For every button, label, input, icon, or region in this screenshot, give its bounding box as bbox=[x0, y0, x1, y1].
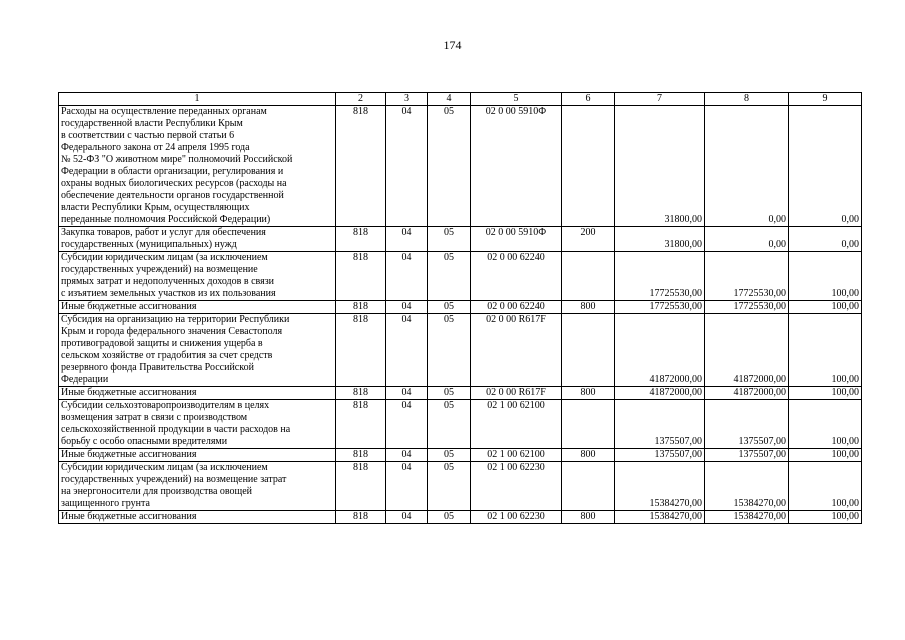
expense-type-code bbox=[562, 462, 615, 511]
target-article-code: 02 1 00 62230 bbox=[471, 462, 562, 511]
target-article-code: 02 0 00 5910Ф bbox=[471, 227, 562, 252]
row-description bbox=[59, 301, 336, 314]
description-line: борьбу с особо опасными вредителями bbox=[61, 436, 228, 447]
ministry-code: 818 bbox=[336, 449, 386, 462]
column-header: 8 bbox=[705, 93, 789, 106]
executed-amount: 15384270,00 bbox=[705, 462, 789, 511]
execution-percent: 100,00 bbox=[789, 314, 862, 387]
ministry-code: 818 bbox=[336, 227, 386, 252]
expense-type-code: 800 bbox=[562, 449, 615, 462]
ministry-code: 818 bbox=[336, 301, 386, 314]
target-article-code: 02 0 00 5910Ф bbox=[471, 106, 562, 227]
planned-amount: 15384270,00 bbox=[615, 511, 705, 524]
subsection-code: 05 bbox=[428, 511, 471, 524]
target-article-code: 02 0 00 R617F bbox=[471, 387, 562, 400]
ministry-code: 818 bbox=[336, 314, 386, 387]
table-row bbox=[59, 449, 862, 462]
description-line: с изъятием земельных участков из их пользования bbox=[61, 288, 276, 299]
column-header: 2 bbox=[336, 93, 386, 106]
executed-amount: 1375507,00 bbox=[705, 400, 789, 449]
section-code: 04 bbox=[386, 301, 428, 314]
description-line: № 52-ФЗ "О животном мире" полномочий Российской bbox=[61, 154, 293, 165]
subsection-code: 05 bbox=[428, 462, 471, 511]
description-line: Федерации bbox=[61, 374, 109, 385]
section-code: 04 bbox=[386, 314, 428, 387]
planned-amount: 17725530,00 bbox=[615, 252, 705, 301]
execution-percent: 100,00 bbox=[789, 511, 862, 524]
expense-type-code bbox=[562, 400, 615, 449]
description-line: Иные бюджетные ассигнования bbox=[61, 449, 197, 460]
description-line: Закупка товаров, работ и услуг для обеспечения bbox=[61, 227, 266, 238]
description-line: Субсидии юридическим лицам (за исключением bbox=[61, 462, 268, 473]
execution-percent: 0,00 bbox=[789, 106, 862, 227]
subsection-code: 05 bbox=[428, 387, 471, 400]
description-line: Расходы на осуществление переданных органам bbox=[61, 106, 267, 117]
section-code: 04 bbox=[386, 511, 428, 524]
execution-percent: 100,00 bbox=[789, 400, 862, 449]
target-article-code: 02 0 00 62240 bbox=[471, 301, 562, 314]
executed-amount: 0,00 bbox=[705, 106, 789, 227]
description-line: Субсидии юридическим лицам (за исключением bbox=[61, 252, 268, 263]
description-line: защищенного грунта bbox=[61, 498, 150, 509]
subsection-code: 05 bbox=[428, 227, 471, 252]
execution-percent: 100,00 bbox=[789, 449, 862, 462]
table-row bbox=[59, 227, 862, 252]
row-description bbox=[59, 252, 336, 301]
target-article-code: 02 0 00 62240 bbox=[471, 252, 562, 301]
executed-amount: 15384270,00 bbox=[705, 511, 789, 524]
description-line: в соответствии с частью первой статьи 6 bbox=[61, 130, 235, 141]
subsection-code: 05 bbox=[428, 301, 471, 314]
row-description bbox=[59, 106, 336, 227]
target-article-code: 02 1 00 62100 bbox=[471, 449, 562, 462]
executed-amount: 0,00 bbox=[705, 227, 789, 252]
description-line: Субсидии сельхозтоваропроизводителям в целях bbox=[61, 400, 270, 411]
description-line: Иные бюджетные ассигнования bbox=[61, 387, 197, 398]
table-row bbox=[59, 387, 862, 400]
execution-percent: 100,00 bbox=[789, 252, 862, 301]
description-line: Иные бюджетные ассигнования bbox=[61, 301, 197, 312]
executed-amount: 17725530,00 bbox=[705, 252, 789, 301]
row-description bbox=[59, 314, 336, 387]
planned-amount: 17725530,00 bbox=[615, 301, 705, 314]
description-line: на энергоносители для производства овощей bbox=[61, 486, 253, 497]
planned-amount: 41872000,00 bbox=[615, 314, 705, 387]
table-row bbox=[59, 511, 862, 524]
subsection-code: 05 bbox=[428, 106, 471, 227]
executed-amount: 1375507,00 bbox=[705, 449, 789, 462]
execution-percent: 0,00 bbox=[789, 227, 862, 252]
ministry-code: 818 bbox=[336, 252, 386, 301]
row-description bbox=[59, 387, 336, 400]
planned-amount: 1375507,00 bbox=[615, 400, 705, 449]
description-line: прямых затрат и недополученных доходов в связи bbox=[61, 276, 274, 287]
subsection-code: 05 bbox=[428, 252, 471, 301]
row-description bbox=[59, 400, 336, 449]
column-header: 1 bbox=[59, 93, 336, 106]
table-row bbox=[59, 301, 862, 314]
description-line: сельском хозяйстве от градобития за счет средств bbox=[61, 350, 273, 361]
expense-type-code bbox=[562, 314, 615, 387]
expense-type-code bbox=[562, 252, 615, 301]
section-code: 04 bbox=[386, 227, 428, 252]
table-row bbox=[59, 314, 862, 387]
expense-type-code: 800 bbox=[562, 387, 615, 400]
row-description bbox=[59, 227, 336, 252]
description-line: переданные полномочия Российской Федерации) bbox=[61, 214, 271, 225]
table-header-row bbox=[59, 93, 862, 106]
expense-type-code bbox=[562, 106, 615, 227]
column-header: 3 bbox=[386, 93, 428, 106]
description-line: резервного фонда Правительства Российской bbox=[61, 362, 254, 373]
description-line: Крым и города федерального значения Севастополя bbox=[61, 326, 283, 337]
section-code: 04 bbox=[386, 252, 428, 301]
planned-amount: 41872000,00 bbox=[615, 387, 705, 400]
ministry-code: 818 bbox=[336, 511, 386, 524]
executed-amount: 17725530,00 bbox=[705, 301, 789, 314]
description-line: Иные бюджетные ассигнования bbox=[61, 511, 197, 522]
row-description bbox=[59, 511, 336, 524]
expense-type-code: 800 bbox=[562, 511, 615, 524]
section-code: 04 bbox=[386, 400, 428, 449]
budget-table bbox=[58, 92, 862, 524]
executed-amount: 41872000,00 bbox=[705, 387, 789, 400]
description-line: возмещения затрат в связи с производством bbox=[61, 412, 248, 423]
section-code: 04 bbox=[386, 462, 428, 511]
executed-amount: 41872000,00 bbox=[705, 314, 789, 387]
planned-amount: 1375507,00 bbox=[615, 449, 705, 462]
column-header: 5 bbox=[471, 93, 562, 106]
row-description bbox=[59, 462, 336, 511]
row-description bbox=[59, 449, 336, 462]
description-line: государственных учреждений) на возмещение bbox=[61, 264, 258, 275]
description-line: государственных (муниципальных) нужд bbox=[61, 239, 237, 250]
page-number: 174 bbox=[443, 38, 462, 52]
execution-percent: 100,00 bbox=[789, 462, 862, 511]
planned-amount: 15384270,00 bbox=[615, 462, 705, 511]
column-header: 6 bbox=[562, 93, 615, 106]
subsection-code: 05 bbox=[428, 400, 471, 449]
description-line: охраны водных биологических ресурсов (расходы на bbox=[61, 178, 287, 189]
expense-type-code: 800 bbox=[562, 301, 615, 314]
section-code: 04 bbox=[386, 387, 428, 400]
column-header: 7 bbox=[615, 93, 705, 106]
table-row bbox=[59, 106, 862, 227]
description-line: Федерального закона от 24 апреля 1995 года bbox=[61, 142, 250, 153]
table-row bbox=[59, 462, 862, 511]
subsection-code: 05 bbox=[428, 449, 471, 462]
ministry-code: 818 bbox=[336, 400, 386, 449]
target-article-code: 02 1 00 62230 bbox=[471, 511, 562, 524]
planned-amount: 31800,00 bbox=[615, 227, 705, 252]
ministry-code: 818 bbox=[336, 106, 386, 227]
description-line: Субсидия на организацию на территории Республики bbox=[61, 314, 290, 325]
expense-type-code: 200 bbox=[562, 227, 615, 252]
ministry-code: 818 bbox=[336, 462, 386, 511]
description-line: государственной власти Республики Крым bbox=[61, 118, 243, 129]
target-article-code: 02 0 00 R617F bbox=[471, 314, 562, 387]
description-line: власти Республики Крым, осуществляющих bbox=[61, 202, 250, 213]
description-line: обеспечение деятельности органов государственной bbox=[61, 190, 284, 201]
column-header: 9 bbox=[789, 93, 862, 106]
execution-percent: 100,00 bbox=[789, 387, 862, 400]
section-code: 04 bbox=[386, 449, 428, 462]
target-article-code: 02 1 00 62100 bbox=[471, 400, 562, 449]
planned-amount: 31800,00 bbox=[615, 106, 705, 227]
description-line: сельскохозяйственной продукции в части расходов на bbox=[61, 424, 291, 435]
description-line: Федерации в области организации, регулирования и bbox=[61, 166, 284, 177]
execution-percent: 100,00 bbox=[789, 301, 862, 314]
description-line: государственных учреждений) на возмещение затрат bbox=[61, 474, 287, 485]
table-row bbox=[59, 400, 862, 449]
description-line: противоградовой защиты и снижения ущерба в bbox=[61, 338, 263, 349]
column-header: 4 bbox=[428, 93, 471, 106]
table-row bbox=[59, 252, 862, 301]
subsection-code: 05 bbox=[428, 314, 471, 387]
section-code: 04 bbox=[386, 106, 428, 227]
ministry-code: 818 bbox=[336, 387, 386, 400]
